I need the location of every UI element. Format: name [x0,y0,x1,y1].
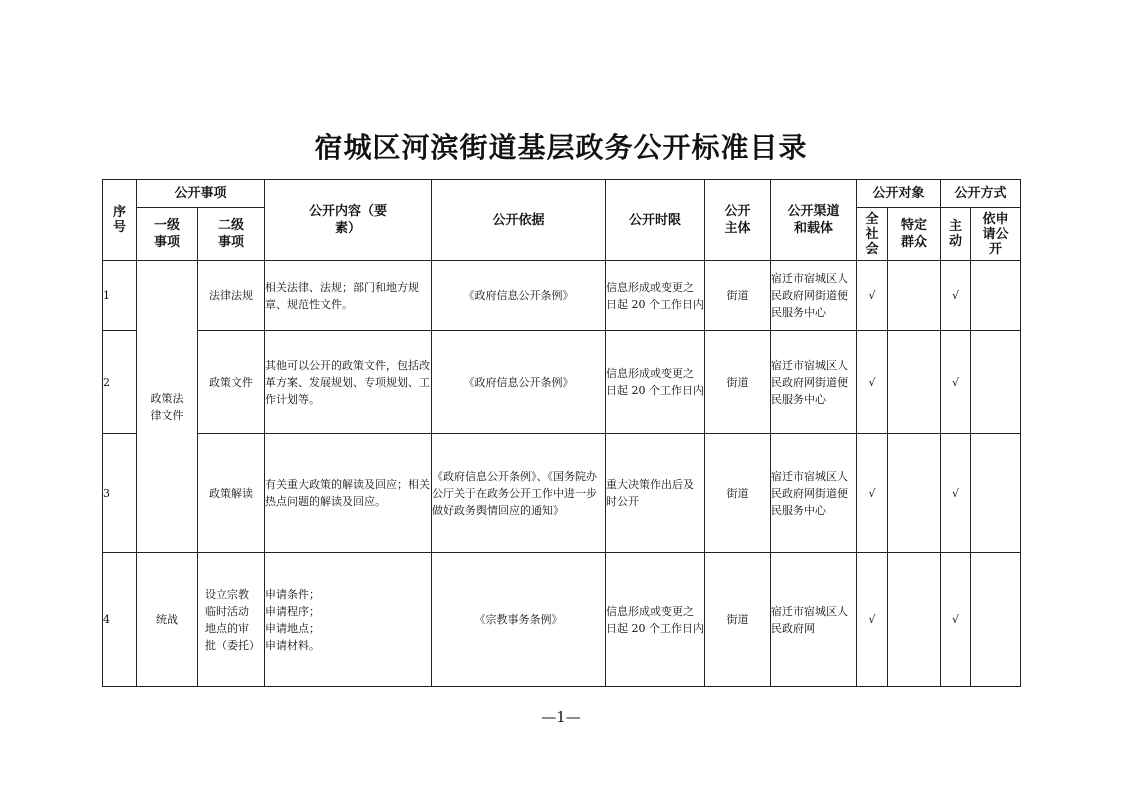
method-apply-check [971,434,1021,553]
channel-cell: 宿迁市宿城区人民政府网 [771,553,857,687]
header-item-group: 公开事项 [137,180,265,208]
page-title: 宿城区河滨街道基层政务公开标准目录 [314,131,808,164]
level2-cell: 设立宗教临时活动地点的审批（委托） [198,553,265,687]
header-level2: 二级事项 [198,208,265,261]
method-active-check: √ [941,553,971,687]
channel-cell: 宿迁市宿城区人民政府网街道便民服务中心 [771,434,857,553]
target-all-check: √ [857,553,888,687]
table-row [103,434,1021,553]
target-specific-check [888,553,941,687]
header-subject: 公开主体 [705,180,771,261]
table-row [103,261,1021,331]
level1-cell: 统战 [137,553,198,687]
content-cell: 其他可以公开的政策文件，包括改革方案、发展规划、专项规划、工作计划等。 [265,331,432,434]
row-number: 4 [103,553,137,687]
basis-cell: 《政府信息公开条例》 [432,261,606,331]
header-level1: 一级事项 [137,208,198,261]
row-number: 3 [103,434,137,553]
target-specific-check [888,331,941,434]
content-cell: 相关法律、法规；部门和地方规章、规范性文件。 [265,261,432,331]
basis-cell: 《政府信息公开条例》、《国务院办公厅关于在政务公开工作中进一步做好政务舆情回应的通知》 [432,434,606,553]
table-row [103,331,1021,434]
time-cell: 信息形成或变更之日起 20 个工作日内 [606,261,705,331]
header-target-all: 全社会 [857,208,888,261]
method-apply-check [971,261,1021,331]
header-method-apply: 依申请公开 [971,208,1021,261]
method-active-check: √ [941,261,971,331]
target-specific-check [888,434,941,553]
header-content: 公开内容（要素） [265,180,432,261]
time-cell: 信息形成或变更之日起 20 个工作日内 [606,331,705,434]
header-method-group: 公开方式 [941,180,1021,208]
header-basis: 公开依据 [432,180,606,261]
method-active-check: √ [941,331,971,434]
row-number: 2 [103,331,137,434]
target-all-check: √ [857,261,888,331]
header-channel: 公开渠道和载体 [771,180,857,261]
subject-cell: 街道 [705,261,771,331]
subject-cell: 街道 [705,331,771,434]
level2-cell: 法律法规 [198,261,265,331]
channel-cell: 宿迁市宿城区人民政府网街道便民服务中心 [771,261,857,331]
time-cell: 重大决策作出后及时公开 [606,434,705,553]
content-cell: 有关重大政策的解读及回应；相关热点问题的解读及回应。 [265,434,432,553]
row-number: 1 [103,261,137,331]
content-cell: 申请条件；申请程序；申请地点；申请材料。 [265,553,432,687]
target-all-check: √ [857,434,888,553]
method-apply-check [971,331,1021,434]
header-time-limit: 公开时限 [606,180,705,261]
table-row [103,553,1021,687]
header-method-active: 主动 [941,208,971,261]
channel-cell: 宿迁市宿城区人民政府网街道便民服务中心 [771,331,857,434]
header-seq: 序号 [103,180,137,261]
subject-cell: 街道 [705,553,771,687]
basis-cell: 《政府信息公开条例》 [432,331,606,434]
level2-cell: 政策文件 [198,331,265,434]
target-specific-check [888,261,941,331]
header-row-1 [103,180,1021,208]
target-all-check: √ [857,331,888,434]
catalog-table [102,179,1021,687]
method-apply-check [971,553,1021,687]
basis-cell: 《宗教事务条例》 [432,553,606,687]
header-target-specific: 特定群众 [888,208,941,261]
header-target-group: 公开对象 [857,180,941,208]
subject-cell: 街道 [705,434,771,553]
level1-cell: 政策法律文件 [137,261,198,553]
level2-cell: 政策解读 [198,434,265,553]
page-number: —1— [541,708,581,726]
time-cell: 信息形成或变更之日起 20 个工作日内 [606,553,705,687]
method-active-check: √ [941,434,971,553]
